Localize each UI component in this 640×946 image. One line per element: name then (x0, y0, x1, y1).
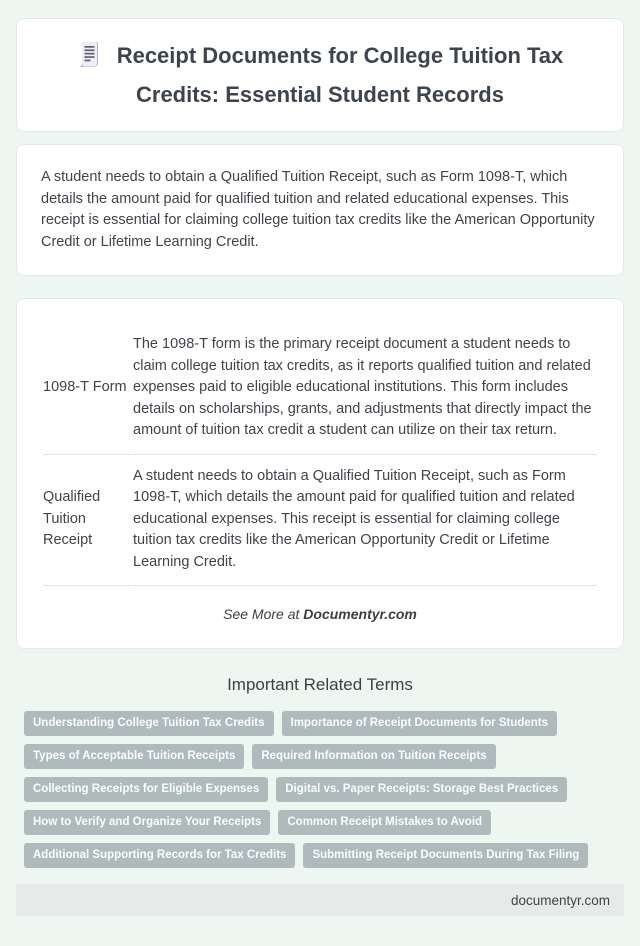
see-more-line (41, 606, 599, 622)
summary-text: A student needs to obtain a Qualified Tuition Receipt, such as Form 1098-T, which details the amount paid for qualified tuition and related educational expenses. This receipt is essential for claiming college tuition tax credits like the American Opportunity Credit or Lifetime Learning Credit. (41, 169, 595, 250)
related-term-tag[interactable]: Additional Supporting Records for Tax Credits (24, 843, 295, 868)
terms-table (41, 323, 599, 586)
related-terms-list (16, 711, 624, 868)
header-card (16, 18, 624, 132)
related-term-tag[interactable]: Collecting Receipts for Eligible Expenses (24, 777, 268, 802)
related-term-tag[interactable]: Common Receipt Mistakes to Avoid (278, 810, 491, 835)
term-definition: A student needs to obtain a Qualified Tuition Receipt, such as Form 1098-T, which details the amount paid for qualified tuition and related educational expenses. This receipt is essential for claiming college tuition tax credits like the American Opportunity Credit or Lifetime Learning Credit. (133, 455, 597, 587)
related-term-tag[interactable]: Required Information on Tuition Receipts (252, 744, 495, 769)
table-row (43, 323, 597, 455)
page-title-block (45, 39, 595, 111)
see-more-brand-link[interactable]: Documentyr.com (303, 606, 417, 622)
term-name: 1098-T Form (43, 323, 131, 455)
related-term-tag[interactable]: Types of Acceptable Tuition Receipts (24, 744, 244, 769)
summary-card (16, 144, 624, 276)
related-term-tag[interactable]: Importance of Receipt Documents for Students (282, 711, 558, 736)
table-row (43, 455, 597, 587)
related-terms-heading: Important Related Terms (227, 675, 413, 694)
footer-bar (16, 884, 624, 916)
page-title: Receipt Documents for College Tuition Tax Credits: Essential Student Records (116, 43, 564, 107)
footer-site-label: documentyr.com (510, 892, 610, 908)
related-term-tag[interactable]: Digital vs. Paper Receipts: Storage Best Practices (276, 777, 567, 802)
related-term-tag[interactable]: Submitting Receipt Documents During Tax Filing (303, 843, 588, 868)
terms-table-card (16, 298, 624, 649)
related-term-tag[interactable]: How to Verify and Organize Your Receipts (24, 810, 270, 835)
see-more-prefix: See More at (223, 606, 304, 622)
term-name: Qualified Tuition Receipt (43, 455, 131, 587)
related-term-tag[interactable]: Understanding College Tuition Tax Credits (24, 711, 274, 736)
term-definition: The 1098-T form is the primary receipt document a student needs to claim college tuition tax credits, as it reports qualified tuition and related expenses paid to eligible educational institutions. This form includes details on scholarships, grants, and adjustments that directly impact the amount of tuition tax credit a student can utilize on their tax return. (133, 323, 597, 455)
receipt-icon (77, 41, 101, 78)
